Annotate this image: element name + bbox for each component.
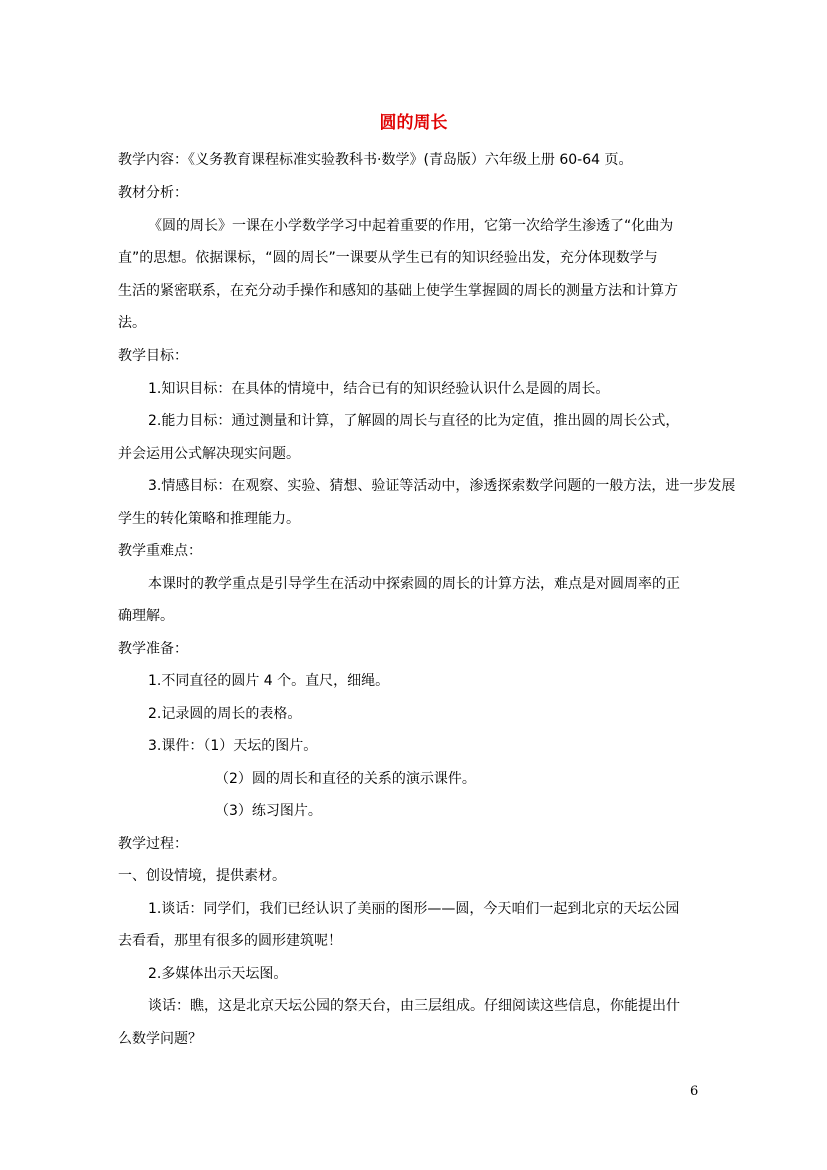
preparation-item: 3.课件：（1）天坛的图片。 bbox=[148, 738, 318, 754]
page-number: 6 bbox=[690, 1084, 699, 1099]
section-heading-material-analysis: 教材分析： bbox=[118, 185, 188, 201]
preparation-item: 1.不同直径的圆片 4 个。直尺，细绳。 bbox=[148, 673, 390, 689]
goal-item-continuation: 并会运用公式解决现实问题。 bbox=[118, 446, 300, 462]
paragraph-line: 么数学问题？ bbox=[118, 1031, 202, 1047]
goal-item: 2.能力目标：通过测量和计算，了解圆的周长与直径的比为定值，推出圆的周长公式， bbox=[148, 413, 680, 429]
paragraph-line: 去看看，那里有很多的圆形建筑呢！ bbox=[118, 933, 342, 949]
process-step-heading: 一、创设情境，提供素材。 bbox=[118, 868, 286, 884]
paragraph-line: 本课时的教学重点是引导学生在活动中探索圆的周长的计算方法，难点是对圆周率的正 bbox=[148, 576, 680, 592]
section-heading-preparation: 教学准备： bbox=[118, 641, 188, 657]
preparation-subitem: （2）圆的周长和直径的关系的演示课件。 bbox=[215, 771, 476, 787]
paragraph-line: 直”的思想。依据课标，“圆的周长”一课要从学生已有的知识经验出发，充分体现数学与 bbox=[118, 250, 658, 266]
paragraph-line: 谈话：瞧，这是北京天坛公园的祭天台，由三层组成。仔细阅读这些信息，你能提出什 bbox=[148, 998, 680, 1014]
document-title: 圆的周长 bbox=[379, 113, 448, 133]
section-heading-teaching-process: 教学过程： bbox=[118, 836, 188, 852]
section-heading-teaching-goals: 教学目标： bbox=[118, 348, 188, 364]
paragraph-line: 生活的紧密联系，在充分动手操作和感知的基础上使学生掌握圆的周长的测量方法和计算方 bbox=[118, 283, 678, 299]
paragraph-line: 1.谈话：同学们，我们已经认识了美丽的图形——圆，今天咱们一起到北京的天坛公园 bbox=[148, 901, 680, 917]
paragraph-line: 2.多媒体出示天坛图。 bbox=[148, 966, 288, 982]
goal-item-continuation: 学生的转化策略和推理能力。 bbox=[118, 511, 300, 527]
goal-item: 1.知识目标：在具体的情境中，结合已有的知识经验认识什么是圆的周长。 bbox=[148, 381, 610, 397]
paragraph-line: 法。 bbox=[118, 315, 146, 331]
goal-item: 3.情感目标：在观察、实验、猜想、验证等活动中，渗透探索数学问题的一般方法，进一步发展 bbox=[148, 478, 736, 494]
paragraph-line: 确理解。 bbox=[118, 608, 174, 624]
preparation-item: 2.记录圆的周长的表格。 bbox=[148, 706, 302, 722]
preparation-subitem: （3）练习图片。 bbox=[215, 803, 322, 819]
teaching-content-line: 教学内容：《义务教育课程标准实验教科书·数学》(青岛版）六年级上册 60-64 页。 bbox=[118, 152, 633, 168]
paragraph-line: 《圆的周长》一课在小学数学学习中起着重要的作用，它第一次给学生渗透了“化曲为 bbox=[148, 218, 674, 234]
section-heading-key-points: 教学重难点： bbox=[118, 543, 202, 559]
